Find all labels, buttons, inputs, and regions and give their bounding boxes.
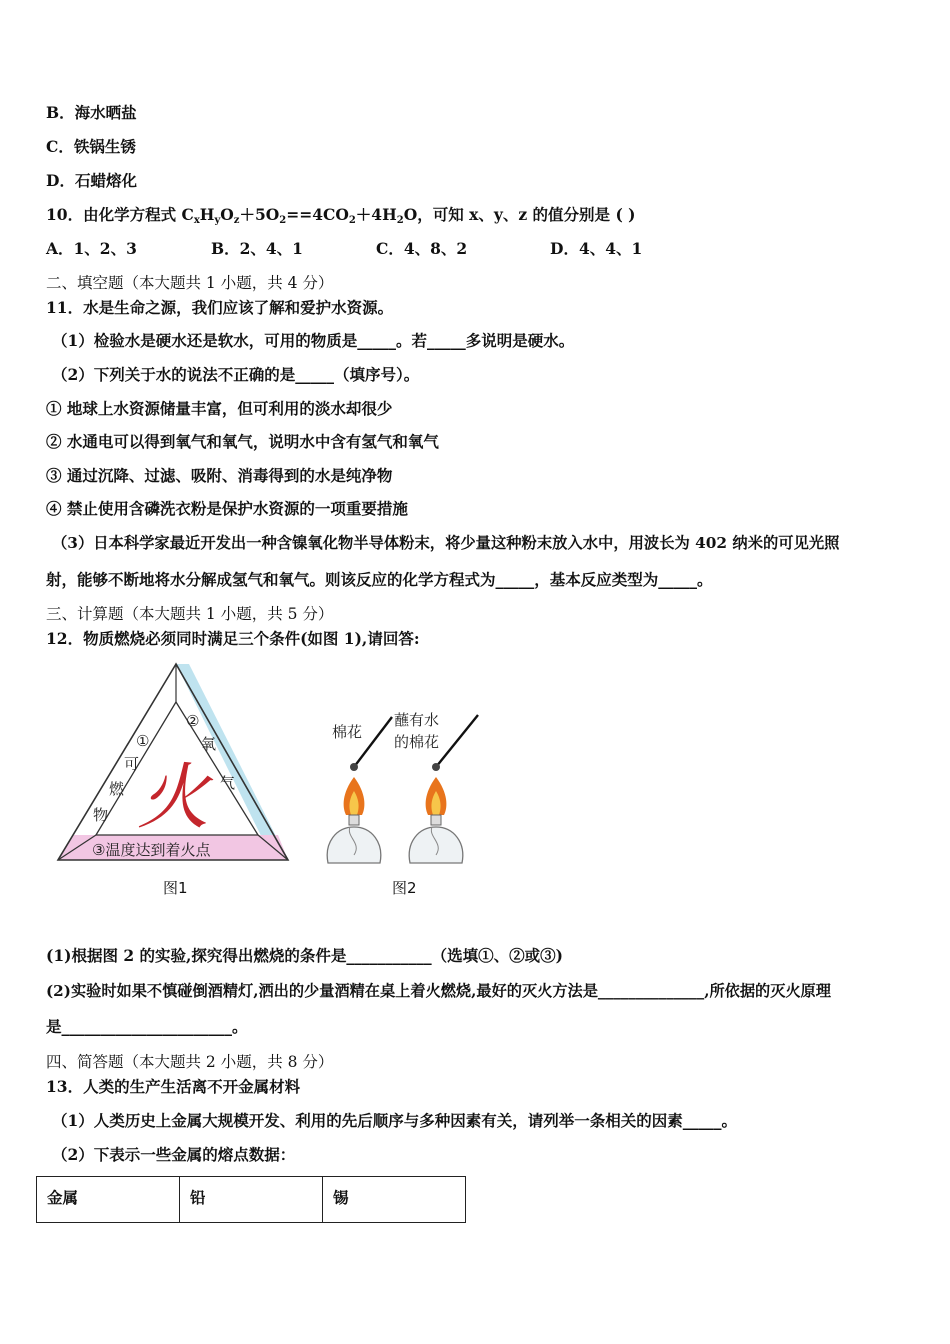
question-11-option-3: ③ 通过沉降、过滤、吸附、消毒得到的水是纯净物 bbox=[46, 466, 393, 485]
oxygen-char-2: 气 bbox=[220, 774, 236, 792]
question-11-part-2: （2）下列关于水的说法不正确的是_____（填序号）。 bbox=[52, 365, 420, 384]
q10-option-c: C．4、8、2 bbox=[376, 239, 468, 258]
table-row bbox=[37, 1177, 466, 1223]
melting-point-table bbox=[36, 1176, 466, 1223]
fire-character: 火 bbox=[137, 755, 210, 839]
table-header-lead: 铅 bbox=[180, 1177, 323, 1223]
question-11-option-1: ① 地球上水资源储量丰富，但可利用的淡水却很少 bbox=[46, 399, 393, 418]
question-10 bbox=[46, 205, 636, 225]
q10-sub-2c: 2 bbox=[396, 215, 404, 226]
question-12-part-1: (1)根据图 2 的实验,探究得出燃烧的条件是___________（选填①、②或③) bbox=[46, 946, 564, 965]
option-d: D．石蜡熔化 bbox=[46, 171, 137, 190]
right-tongs bbox=[436, 715, 478, 767]
label-wet-cotton-1: 蘸有水 bbox=[394, 711, 440, 729]
q10-option-a: A．1、2、3 bbox=[46, 239, 137, 258]
section-2-heading: 二、填空题（本大题共 1 小题，共 4 分） bbox=[46, 274, 334, 292]
right-lamp bbox=[409, 777, 463, 863]
option-b: B．海水晒盐 bbox=[46, 103, 137, 122]
section-3-heading: 三、计算题（本大题共 1 小题，共 5 分） bbox=[46, 605, 334, 623]
question-11-part-1: （1）检验水是硬水还是软水，可用的物质是_____。若_____多说明是硬水。 bbox=[52, 331, 575, 350]
question-11-option-2: ② 水通电可以得到氧气和氧气，说明水中含有氢气和氧气 bbox=[46, 432, 439, 451]
left-lamp-body bbox=[327, 827, 381, 863]
q10-text: 10．由化学方程式 C bbox=[46, 205, 194, 224]
question-13-part-1: （1）人类历史上金属大规模开发、利用的先后顺序与多种因素有关，请列举一条相关的因素_____。 bbox=[52, 1111, 738, 1130]
q10-option-b: B．2、4、1 bbox=[211, 239, 303, 258]
question-13-part-2: （2）下表示一些金属的熔点数据： bbox=[52, 1145, 296, 1164]
right-lamp-body bbox=[409, 827, 463, 863]
label-wet-cotton-2: 的棉花 bbox=[394, 733, 440, 751]
question-11-part-3b: 射，能够不断地将水分解成氢气和氧气。则该反应的化学方程式为_____，基本反应类型为_____。 bbox=[46, 570, 713, 589]
q10-suffix: O，可知 x、y、z 的值分别是 ( ) bbox=[403, 205, 636, 224]
label-cotton: 棉花 bbox=[332, 723, 363, 741]
q10-mid3: ＋4H bbox=[355, 205, 397, 224]
right-wick-holder bbox=[431, 815, 441, 825]
oxygen-char-1: 氧 bbox=[201, 735, 217, 753]
wet-cotton-ball-icon bbox=[432, 763, 440, 771]
question-12: 12．物质燃烧必须同时满足三个条件(如图 1),请回答: bbox=[46, 629, 420, 648]
question-12-part-2a: (2)实验时如果不慎碰倒酒精灯,洒出的少量酒精在桌上着火燃烧,最好的灭火方法是______________,所依据的灭火原理 bbox=[46, 982, 831, 1000]
q10-sub-y: y bbox=[214, 215, 221, 226]
question-11-option-4: ④ 禁止使用含磷洗衣粉是保护水资源的一项重要措施 bbox=[46, 499, 408, 518]
q10-mid2: ==4CO bbox=[286, 205, 349, 224]
label-2: ② bbox=[186, 712, 200, 730]
bottom-label: ③温度达到着火点 bbox=[92, 841, 211, 859]
figure-1-fire-triangle bbox=[52, 660, 297, 870]
fuel-char-3: 物 bbox=[93, 806, 109, 824]
q10-sub-x: x bbox=[193, 215, 200, 226]
figure-2-alcohol-lamps bbox=[320, 705, 490, 870]
figure-2-caption: 图2 bbox=[392, 879, 417, 897]
label-1: ① bbox=[136, 732, 150, 750]
q10-mid1: ＋5O bbox=[239, 205, 280, 224]
section-4-heading: 四、简答题（本大题共 2 小题，共 8 分） bbox=[46, 1053, 334, 1071]
question-12-part-2b: 是______________________。 bbox=[46, 1017, 248, 1036]
q10-o: O bbox=[220, 205, 234, 224]
left-wick-holder bbox=[349, 815, 359, 825]
q10-h: H bbox=[199, 205, 215, 224]
q10-sub-2a: 2 bbox=[279, 215, 287, 226]
option-c: C．铁锅生锈 bbox=[46, 137, 136, 156]
q10-option-d: D．4、4、1 bbox=[550, 239, 643, 258]
question-13: 13．人类的生产生活离不开金属材料 bbox=[46, 1077, 301, 1096]
q10-sub-2b: 2 bbox=[348, 215, 356, 226]
question-11-part-3a: （3）日本科学家最近开发出一种含镍氧化物半导体粉末，将少量这种粉末放入水中，用波长为 402 纳米的可见光照 bbox=[52, 534, 840, 552]
fuel-char-2: 燃 bbox=[109, 780, 125, 798]
left-lamp bbox=[327, 777, 381, 863]
question-10-options bbox=[46, 239, 646, 259]
fuel-char-1: 可 bbox=[124, 755, 140, 773]
cotton-ball-icon bbox=[350, 763, 358, 771]
table-header-metal: 金属 bbox=[37, 1177, 180, 1223]
figure-1-caption: 图1 bbox=[163, 879, 188, 897]
q10-sub-z: z bbox=[233, 215, 240, 226]
question-11: 11．水是生命之源，我们应该了解和爱护水资源。 bbox=[46, 298, 394, 317]
table-header-tin: 锡 bbox=[323, 1177, 466, 1223]
